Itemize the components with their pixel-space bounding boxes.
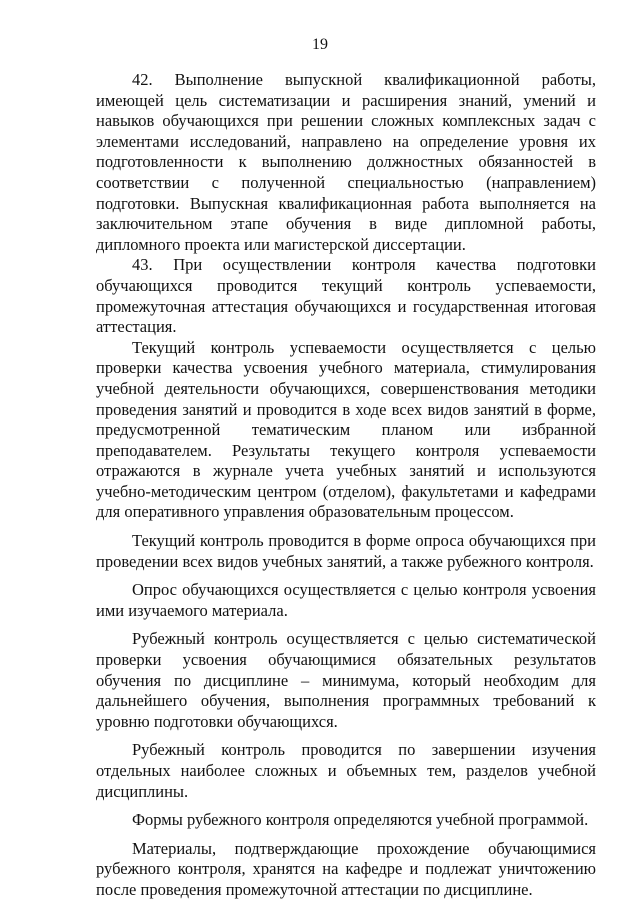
page-number: 19 [312,36,328,53]
paragraph-milestone-timing: Рубежный контроль проводится по завершении изучения отдельных наиболее сложных и объемных тем, разделов учебной дисциплины. [96,740,596,801]
paragraph-42: 42. Выполнение выпускной квалификационной работы, имеющей цель систематизации и расширения знаний, умений и навыков обучающихся при решении сложных комплексных задач с элементами исследований, направлено на определение уровня их подготовленности к выполнению должностных обязанностей в соответствии с полученной специальностью (направлением) подготовки. Выпускная квалификационная работа выполняется на заключительном этапе обучения в виде дипломной работы, дипломного проекта или магистерской диссертации. [96,70,596,254]
paragraph-current-control: Текущий контроль успеваемости осуществляется с целью проверки качества усвоения учебного материала, стимулирования учебной деятельности обучающихся, совершенствования методики проведения занятий и проводится в ходе всех видов занятий в форме, предусмотренной тематическим планом или избранной преподавателем. Результаты текущего контроля успеваемости отражаются в журнале учета учебных занятий и используются учебно-методическим центром (отделом), факультетами и кафедрами для оперативного управления образовательным процессом. [96,337,596,522]
paragraph-milestone-forms: Формы рубежного контроля определяются учебной программой. [132,810,589,830]
paragraph-43: 43. При осуществлении контроля качества подготовки обучающихся проводится текущий контроль успеваемости, промежуточная аттестация обучающихся и государственная итоговая аттестация. [96,255,596,337]
paragraph-survey: Опрос обучающихся осуществляется с целью контроля усвоения ими изучаемого материала. [96,580,596,620]
document-body [96,70,596,901]
paragraph-milestone-materials: Материалы, подтверждающие прохождение обучающимися рубежного контроля, хранятся на кафедре и подлежат уничтожению после проведения промежуточной аттестации по дисциплине. [96,838,596,899]
paragraph-current-control-form: Текущий контроль проводится в форме опроса обучающихся при проведении всех видов учебных занятий, а также рубежного контроля. [96,531,596,571]
paragraph-milestone-control: Рубежный контроль осуществляется с целью систематической проверки усвоения обучающимися обязательных результатов обучения по дисциплине – минимума, который необходим для дальнейшего обучения, выполнения программных требований к уровню подготовки обучающихся. [96,629,596,731]
